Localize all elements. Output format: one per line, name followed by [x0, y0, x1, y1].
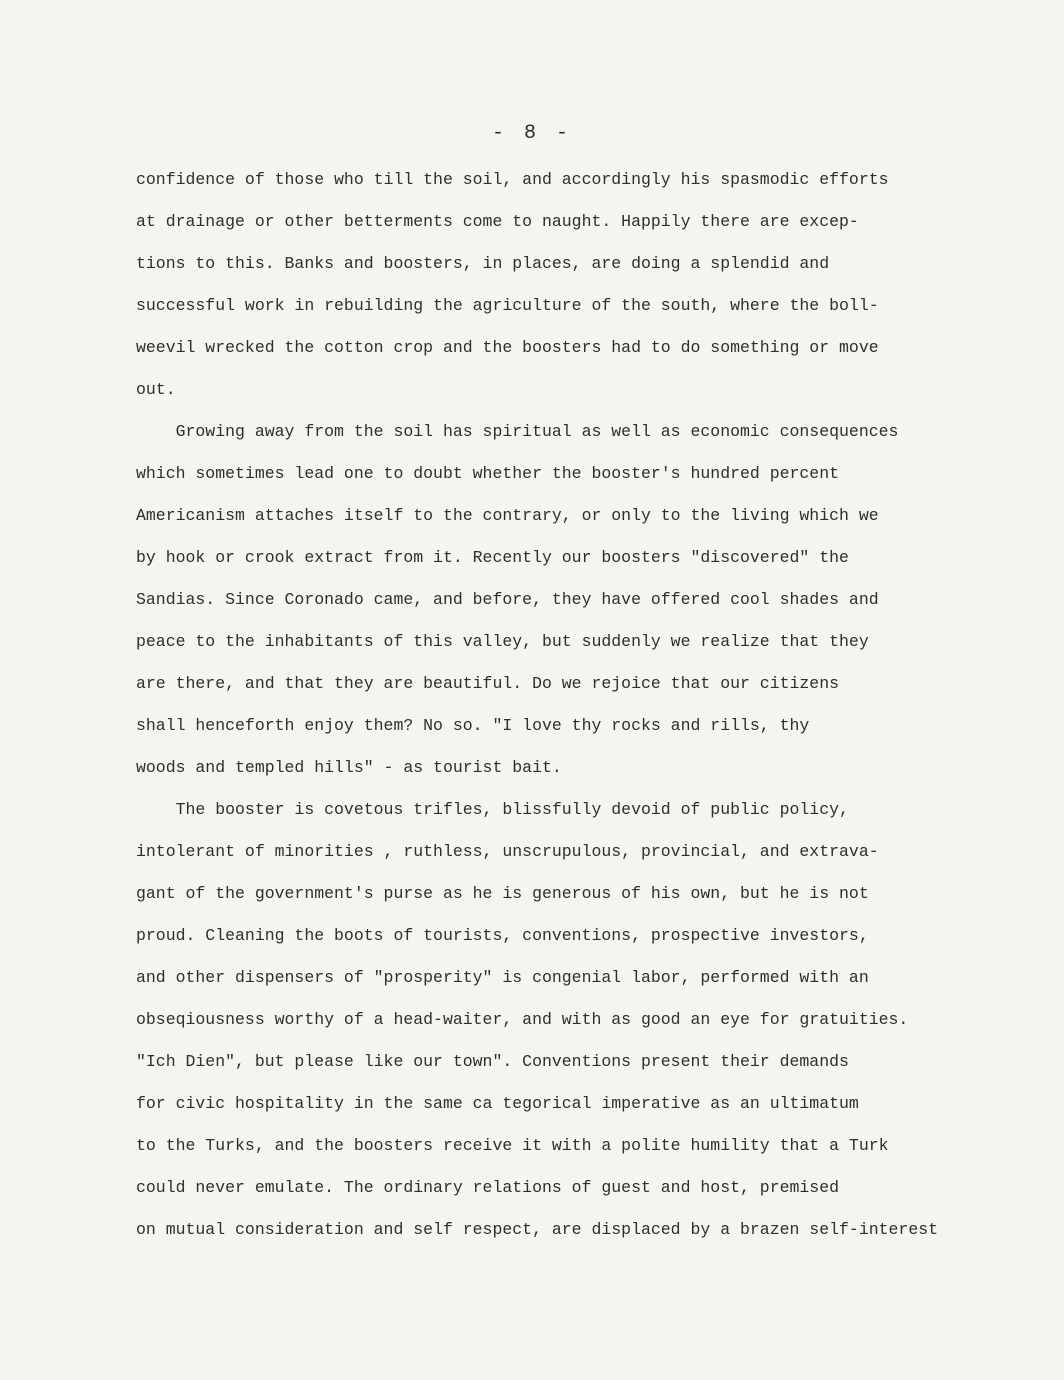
text-line: obseqiousness worthy of a head-waiter, and with as good an eye for gratuities.	[136, 1010, 909, 1029]
text-line: out.	[136, 380, 176, 399]
text-line: which sometimes lead one to doubt whether the booster's hundred percent	[136, 464, 840, 483]
text-line: are there, and that they are beautiful. Do we rejoice that our citizens	[136, 674, 840, 693]
text-line: woods and templed hills" - as tourist bait.	[136, 758, 562, 777]
text-line: to the Turks, and the boosters receive it with a polite humility that a Turk	[136, 1136, 889, 1155]
text-line: The booster is covetous trifles, blissfully devoid of public policy,	[136, 800, 849, 819]
text-line: successful work in rebuilding the agriculture of the south, where the boll-	[136, 296, 879, 315]
body-text	[136, 166, 996, 1258]
text-line: Sandias. Since Coronado came, and before, they have offered cool shades and	[136, 590, 879, 609]
text-line: confidence of those who till the soil, and accordingly his spasmodic efforts	[136, 170, 889, 189]
text-line: tions to this. Banks and boosters, in places, are doing a splendid and	[136, 254, 830, 273]
text-line: proud. Cleaning the boots of tourists, conventions, prospective investors,	[136, 926, 869, 945]
text-line: on mutual consideration and self respect, are displaced by a brazen self-interest	[136, 1220, 939, 1239]
text-line: peace to the inhabitants of this valley, but suddenly we realize that they	[136, 632, 869, 651]
page-number: - 8 -	[491, 122, 572, 145]
text-line: at drainage or other betterments come to naught. Happily there are excep-	[136, 212, 859, 231]
text-line: intolerant of minorities , ruthless, unscrupulous, provincial, and extrava-	[136, 842, 879, 861]
text-line: weevil wrecked the cotton crop and the boosters had to do something or move	[136, 338, 879, 357]
text-line: for civic hospitality in the same ca tegorical imperative as an ultimatum	[136, 1094, 859, 1113]
text-line: Growing away from the soil has spiritual as well as economic consequences	[136, 422, 899, 441]
text-line: shall henceforth enjoy them? No so. "I love thy rocks and rills, thy	[136, 716, 810, 735]
text-line: and other dispensers of "prosperity" is congenial labor, performed with an	[136, 968, 869, 987]
text-line: by hook or crook extract from it. Recently our boosters "discovered" the	[136, 548, 849, 567]
text-line: gant of the government's purse as he is generous of his own, but he is not	[136, 884, 869, 903]
text-line: Americanism attaches itself to the contrary, or only to the living which we	[136, 506, 879, 525]
text-line: "Ich Dien", but please like our town". Conventions present their demands	[136, 1052, 849, 1071]
text-line: could never emulate. The ordinary relations of guest and host, premised	[136, 1178, 840, 1197]
